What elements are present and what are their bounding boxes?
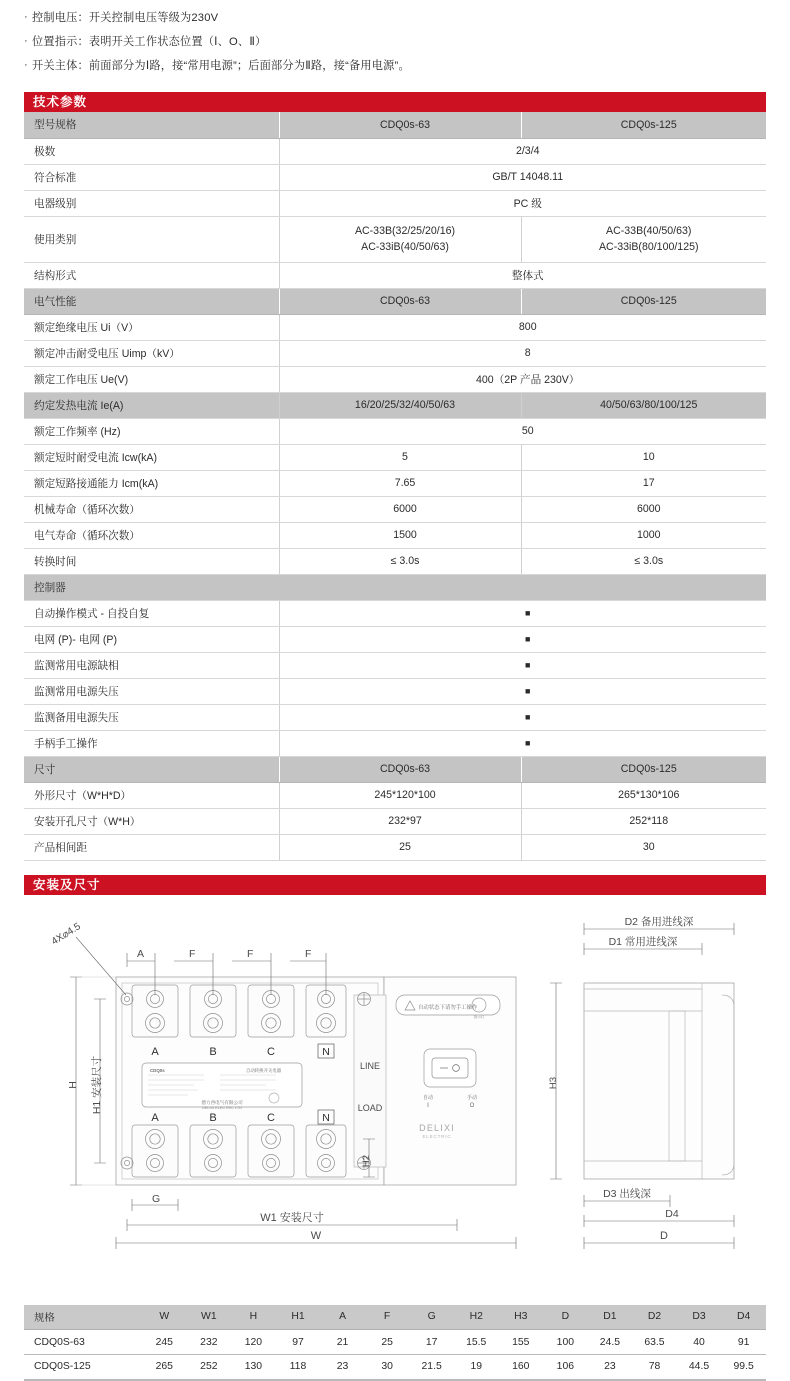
group-header-cell	[279, 574, 766, 600]
table-row	[24, 600, 766, 626]
dim-cell: 155	[499, 1330, 544, 1355]
section-banner-dimensions: 安装及尺寸	[24, 875, 766, 895]
table-row	[24, 522, 766, 548]
table-row	[24, 288, 766, 314]
table-row	[24, 164, 766, 190]
feature-check-mark: ■	[279, 626, 766, 652]
row-value-model-a: 232*97	[279, 808, 521, 834]
table-row	[24, 392, 766, 418]
dim-cell: 24.5	[588, 1330, 633, 1355]
dim-header-w1: W1	[187, 1305, 232, 1330]
table-row	[24, 418, 766, 444]
dim-cell: 245	[142, 1330, 187, 1355]
row-label: 额定冲击耐受电压 Uimp（kV）	[24, 340, 279, 366]
dim-header-d: D	[543, 1305, 588, 1330]
table-row	[24, 190, 766, 216]
list-item	[24, 6, 766, 30]
label-hole-note: 4X⌀4.5	[49, 920, 83, 948]
row-label: 产品相间距	[24, 834, 279, 860]
row-label: 机械寿命（循环次数）	[24, 496, 279, 522]
dim-cell: 265	[142, 1355, 187, 1380]
row-label: 电气性能	[24, 288, 279, 314]
dim-cell: 25	[365, 1330, 410, 1355]
brand-logo-text: DELIXI	[419, 1122, 455, 1133]
bullet-dot-icon: ·	[24, 59, 28, 71]
label-dim-h: H	[67, 1080, 79, 1089]
row-value-shared: 2/3/4	[279, 138, 766, 164]
feature-check-mark: ■	[279, 678, 766, 704]
row-value-model-a: 7.65	[279, 470, 521, 496]
dim-cell: 130	[231, 1355, 276, 1380]
dim-cell: 252	[187, 1355, 232, 1380]
row-value-shared: 800	[279, 314, 766, 340]
row-label: 监测常用电源失压	[24, 678, 279, 704]
row-value-model-b: 30	[521, 834, 766, 860]
row-value-model-b: 6000	[521, 496, 766, 522]
dim-header-d2: D2	[632, 1305, 677, 1330]
dim-header-d3: D3	[677, 1305, 722, 1330]
bullet-text: 开关主体：前面部分为Ⅰ路，接“常用电源”；后面部分为Ⅱ路，接“备用电源”。	[31, 60, 410, 72]
list-item	[24, 30, 766, 54]
technical-drawing	[24, 899, 766, 1299]
row-label: 安装开孔尺寸（W*H）	[24, 808, 279, 834]
dim-header-h1: H1	[276, 1305, 321, 1330]
row-value-model-a: AC-33B(32/25/20/16) AC-33iB(40/50/63)	[279, 216, 521, 262]
terminal-label-c: C	[267, 1045, 275, 1058]
table-row	[24, 548, 766, 574]
row-value-shared: 整体式	[279, 262, 766, 288]
row-label: 监测常用电源缺相	[24, 652, 279, 678]
specifications-table-body	[24, 112, 766, 860]
row-value-model-a: 1500	[279, 522, 521, 548]
row-label: 额定绝缘电压 Ui（V）	[24, 314, 279, 340]
table-row	[24, 574, 766, 600]
row-value-model-a: ≤ 3.0s	[279, 548, 521, 574]
column-header-model-b: CDQ0s-125	[521, 112, 766, 138]
column-header-model-a: CDQ0s-63	[279, 112, 521, 138]
row-label: 型号规格	[24, 112, 279, 138]
dimensions-table-body	[24, 1305, 766, 1380]
switch-left-mark: Ⅰ	[427, 1102, 429, 1109]
terminal-label-n: N	[322, 1111, 330, 1124]
table-row	[24, 138, 766, 164]
dim-header-g: G	[409, 1305, 454, 1330]
dim-cell: 40	[677, 1330, 722, 1355]
label-load: LOAD	[357, 1102, 383, 1113]
table-row	[24, 112, 766, 138]
row-label: 额定工作频率 (Hz)	[24, 418, 279, 444]
dim-row-model: CDQ0S-125	[24, 1355, 142, 1380]
row-label: 额定工作电压 Ue(V)	[24, 366, 279, 392]
row-value-shared: 400（2P 产品 230V）	[279, 366, 766, 392]
row-value-model-b: 10	[521, 444, 766, 470]
row-label: 自动操作模式 - 自投自复	[24, 600, 279, 626]
label-dim-d3: D3 出线深	[603, 1187, 651, 1200]
row-value-model-a: 25	[279, 834, 521, 860]
row-label: 转换时间	[24, 548, 279, 574]
row-value-model-b: AC-33B(40/50/63) AC-33iB(80/100/125)	[521, 216, 766, 262]
table-row	[24, 756, 766, 782]
dim-cell: 78	[632, 1355, 677, 1380]
list-item	[24, 54, 766, 78]
dim-cell: 120	[231, 1330, 276, 1355]
dim-cell: 106	[543, 1355, 588, 1380]
table-row	[24, 366, 766, 392]
dim-header-h: H	[231, 1305, 276, 1330]
feature-check-mark: ■	[279, 730, 766, 756]
dim-row-model: CDQ0S-63	[24, 1330, 142, 1355]
nameplate-company: 德力西电气有限公司	[201, 1099, 243, 1105]
table-row	[24, 678, 766, 704]
label-dim-g: G	[152, 1192, 161, 1205]
dim-cell: 21.5	[409, 1355, 454, 1380]
table-row	[24, 314, 766, 340]
table-row	[24, 626, 766, 652]
table-row	[24, 808, 766, 834]
row-value-model-b: 17	[521, 470, 766, 496]
table-row	[24, 782, 766, 808]
row-label: 外形尺寸（W*H*D）	[24, 782, 279, 808]
label-dim-h3: H3	[548, 1076, 559, 1089]
specifications-table	[24, 112, 766, 861]
terminal-label-b: B	[209, 1111, 217, 1124]
bullet-dot-icon: ·	[24, 35, 28, 47]
terminal-label-c: C	[267, 1111, 275, 1124]
row-label: 使用类别	[24, 216, 279, 262]
label-dim-d2: D2 备用进线深	[624, 915, 694, 928]
dim-cell: 15.5	[454, 1330, 499, 1355]
label-dim-w: W	[310, 1229, 322, 1242]
label-dim-f: F	[247, 947, 254, 960]
table-row	[24, 652, 766, 678]
switch-left-label: 自动	[422, 1094, 434, 1101]
switch-right-mark: O	[469, 1102, 475, 1109]
table-row	[24, 216, 766, 262]
column-header-model-a: CDQ0s-63	[279, 756, 521, 782]
row-value-model-a: 16/20/25/32/40/50/63	[279, 392, 521, 418]
dim-cell: 100	[543, 1330, 588, 1355]
dim-cell: 21	[320, 1330, 365, 1355]
dim-cell: 44.5	[677, 1355, 722, 1380]
dim-cell: 17	[409, 1330, 454, 1355]
dim-cell: 19	[454, 1355, 499, 1380]
label-dim-d: D	[660, 1229, 668, 1242]
table-row	[24, 262, 766, 288]
dim-header-h2: H2	[454, 1305, 499, 1330]
terminal-label-n: N	[322, 1045, 330, 1058]
label-dim-f: F	[189, 947, 196, 960]
warning-sub: 指示灯	[473, 1014, 485, 1019]
label-dim-f: F	[305, 947, 312, 960]
row-label: 电器级别	[24, 190, 279, 216]
label-dim-h1: H1 安装尺寸	[91, 1055, 103, 1114]
bullet-dot-icon: ·	[24, 11, 28, 23]
row-label: 额定短路接通能力 Icm(kA)	[24, 470, 279, 496]
dim-header-h3: H3	[499, 1305, 544, 1330]
row-value-model-b: 265*130*106	[521, 782, 766, 808]
row-label: 控制器	[24, 574, 279, 600]
nameplate-company-en: DELIXI ELECTRIC LTD	[202, 1105, 242, 1110]
row-value-shared: PC 级	[279, 190, 766, 216]
section-banner-specs: 技术参数	[24, 92, 766, 112]
row-label: 尺寸	[24, 756, 279, 782]
bullet-text: 控制电压：开关控制电压等级为230V	[31, 12, 219, 24]
table-row	[24, 1330, 766, 1355]
dim-header-d1: D1	[588, 1305, 633, 1330]
row-label: 额定短时耐受电流 Icw(kA)	[24, 444, 279, 470]
dim-cell: 232	[187, 1330, 232, 1355]
label-line: LINE	[359, 1060, 381, 1071]
label-dim-d1: D1 常用进线深	[608, 935, 678, 948]
dim-header-a: A	[320, 1305, 365, 1330]
nameplate-title: CDQ0s	[150, 1067, 165, 1073]
dim-cell: 99.5	[721, 1355, 766, 1380]
label-dim-h2: H2	[361, 1154, 372, 1167]
table-row	[24, 470, 766, 496]
label-dim-d4: D4	[665, 1207, 679, 1220]
dim-cell: 30	[365, 1355, 410, 1380]
row-value-model-a: 5	[279, 444, 521, 470]
table-row	[24, 340, 766, 366]
dim-cell: 23	[588, 1355, 633, 1380]
feature-check-mark: ■	[279, 704, 766, 730]
table-row	[24, 444, 766, 470]
dim-header-f: F	[365, 1305, 410, 1330]
dim-header-spec: 规格	[24, 1305, 142, 1330]
nameplate-sub: 自动转换开关电器	[246, 1067, 282, 1073]
drawing-svg	[24, 899, 766, 1299]
row-label: 电气寿命（循环次数）	[24, 522, 279, 548]
dim-cell: 63.5	[632, 1330, 677, 1355]
column-header-model-a: CDQ0s-63	[279, 288, 521, 314]
column-header-model-b: CDQ0s-125	[521, 756, 766, 782]
row-value-shared: 50	[279, 418, 766, 444]
label-dim-a: A	[137, 947, 145, 960]
dim-header-w: W	[142, 1305, 187, 1330]
row-label: 极数	[24, 138, 279, 164]
row-label: 电网 (P)- 电网 (P)	[24, 626, 279, 652]
terminal-label-b: B	[209, 1045, 217, 1058]
dim-cell: 23	[320, 1355, 365, 1380]
warning-text: 自动状态下请勿手工操作	[418, 1004, 478, 1011]
table-row	[24, 834, 766, 860]
row-value-model-b: 40/50/63/80/100/125	[521, 392, 766, 418]
dim-cell: 97	[276, 1330, 321, 1355]
row-value-model-a: 6000	[279, 496, 521, 522]
table-row	[24, 1355, 766, 1380]
dim-header-d4: D4	[721, 1305, 766, 1330]
feature-check-mark: ■	[279, 652, 766, 678]
row-value-shared: 8	[279, 340, 766, 366]
feature-check-mark: ■	[279, 600, 766, 626]
dim-cell: 118	[276, 1355, 321, 1380]
brand-logo-sub: ELECTRIC	[422, 1133, 452, 1139]
row-value-model-b: 1000	[521, 522, 766, 548]
terminal-label-a: A	[151, 1045, 159, 1058]
dim-cell: 160	[499, 1355, 544, 1380]
intro-bullet-list	[24, 0, 766, 78]
row-value-model-b: ≤ 3.0s	[521, 548, 766, 574]
row-value-model-b: 252*118	[521, 808, 766, 834]
table-row	[24, 496, 766, 522]
table-row	[24, 730, 766, 756]
row-label: 结构形式	[24, 262, 279, 288]
label-dim-w1: W1 安装尺寸	[260, 1211, 324, 1224]
column-header-model-b: CDQ0s-125	[521, 288, 766, 314]
row-label: 约定发热电流 Ie(A)	[24, 392, 279, 418]
row-label: 监测备用电源失压	[24, 704, 279, 730]
row-label: 手柄手工操作	[24, 730, 279, 756]
row-value-model-a: 245*120*100	[279, 782, 521, 808]
terminal-label-a: A	[151, 1111, 159, 1124]
row-label: 符合标准	[24, 164, 279, 190]
bullet-text: 位置指示：表明开关工作状态位置（Ⅰ、O、Ⅱ）	[31, 36, 267, 48]
switch-right-label: 手动	[466, 1094, 478, 1101]
table-row	[24, 704, 766, 730]
dimensions-header-row	[24, 1305, 766, 1330]
dimensions-table	[24, 1305, 766, 1381]
row-value-shared: GB/T 14048.11	[279, 164, 766, 190]
dim-cell: 91	[721, 1330, 766, 1355]
